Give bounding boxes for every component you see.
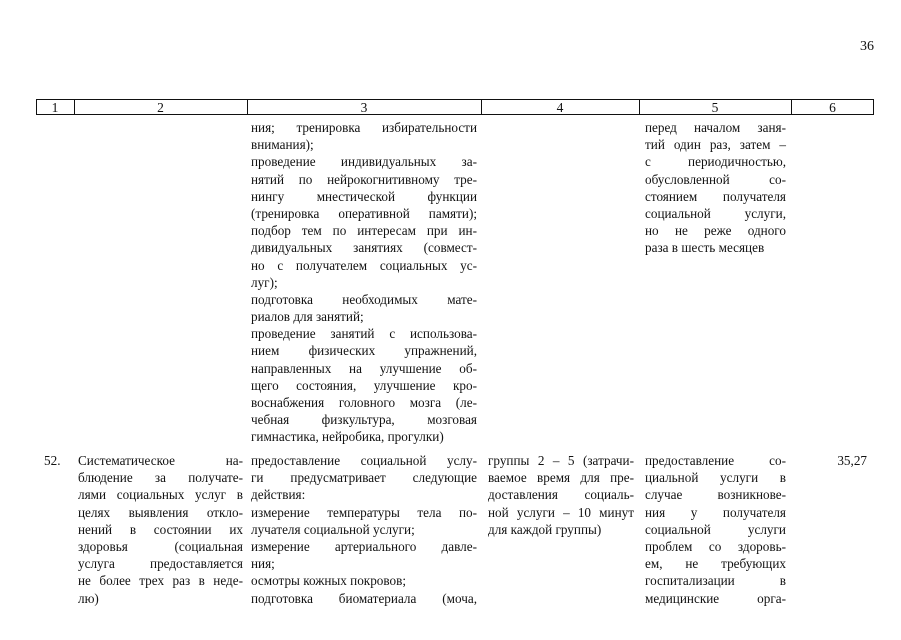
text-line: нингу мнестической функции bbox=[251, 188, 477, 204]
text-line: ги предусматривает следующие bbox=[251, 470, 477, 486]
text-line: стоянием получателя bbox=[645, 188, 786, 204]
text-line: раза в шесть месяцев bbox=[645, 240, 765, 256]
text-line: ния; тренировка избирательности bbox=[251, 120, 477, 135]
table-divider bbox=[873, 99, 874, 115]
text-line: социальной услуги bbox=[645, 521, 786, 537]
header-cell-4: 4 bbox=[481, 99, 639, 115]
text-line: нений в состоянии их bbox=[78, 521, 243, 537]
text-line: воснабжения головного мозга (ле- bbox=[251, 395, 477, 410]
page-number: 36 bbox=[860, 39, 874, 54]
header-cell-6: 6 bbox=[791, 99, 874, 115]
text-line: циальной услуги в bbox=[645, 470, 786, 486]
text-line: лучателя социальной услуги; bbox=[251, 521, 415, 537]
header-cell-1: 1 bbox=[36, 99, 74, 115]
text-line: доставления социаль- bbox=[488, 487, 634, 503]
text-line: госпитализации в bbox=[645, 573, 786, 589]
text-line: ной услуги – 10 минут bbox=[488, 504, 634, 520]
text-line: луг); bbox=[251, 274, 278, 290]
text-line: перед началом заня- bbox=[645, 120, 786, 135]
text-line: предоставление социальной услу- bbox=[251, 453, 477, 468]
table-divider bbox=[74, 99, 75, 115]
text-line: ем, не требующих bbox=[645, 556, 786, 572]
service-description bbox=[251, 452, 477, 607]
service-tariff: 35,27 bbox=[837, 453, 867, 468]
service-name bbox=[78, 452, 243, 607]
continuation-col5 bbox=[645, 119, 786, 257]
text-line: но не реже одного bbox=[645, 223, 786, 239]
text-line: риалов для занятий; bbox=[251, 309, 364, 325]
text-line: медицинские орга- bbox=[645, 590, 786, 606]
text-line: измерение температуры тела по- bbox=[251, 504, 477, 520]
header-cell-3: 3 bbox=[247, 99, 481, 115]
text-line: с периодичностью, bbox=[645, 154, 786, 170]
service-periodicity bbox=[645, 452, 786, 607]
text-line: случае возникнове- bbox=[645, 487, 786, 503]
text-line: подготовка биоматериала (моча, bbox=[251, 590, 477, 606]
text-line: нием физических упражнений, bbox=[251, 343, 477, 359]
row-number: 52. bbox=[44, 453, 61, 468]
text-line: лю) bbox=[78, 590, 99, 606]
text-line: предоставление со- bbox=[645, 453, 786, 468]
service-time-groups bbox=[488, 452, 634, 538]
text-line: действия: bbox=[251, 487, 306, 503]
text-line: чебная физкультура, мозговая bbox=[251, 412, 477, 428]
text-line: щего состояния, улучшение кро- bbox=[251, 377, 477, 393]
text-line: но с получателем социальных ус- bbox=[251, 257, 477, 273]
text-line: здоровья (социальная bbox=[78, 538, 243, 554]
text-line: обусловленной со- bbox=[645, 171, 786, 187]
text-line: для каждой группы) bbox=[488, 521, 602, 537]
text-line: не более трех раз в неде- bbox=[78, 573, 243, 589]
text-line: ния; bbox=[251, 556, 275, 572]
text-line: (тренировка оперативной памяти); bbox=[251, 205, 477, 221]
text-line: подбор тем по интересам при ин- bbox=[251, 223, 477, 239]
text-line: проведение индивидуальных за- bbox=[251, 154, 477, 170]
text-line: целях выявления откло- bbox=[78, 504, 243, 520]
text-line: дивидуальных занятиях (совмест- bbox=[251, 240, 477, 256]
text-line: Систематическое на- bbox=[78, 453, 243, 468]
text-line: ния у получателя bbox=[645, 504, 786, 520]
text-line: внимания); bbox=[251, 137, 314, 153]
header-cell-5: 5 bbox=[639, 99, 791, 115]
text-line: направленных на улучшение об- bbox=[251, 360, 477, 376]
table-divider bbox=[36, 99, 37, 115]
text-line: нятий по нейрокогнитивному тре- bbox=[251, 171, 477, 187]
text-line: проблем со здоровь- bbox=[645, 538, 786, 554]
table-divider bbox=[481, 99, 482, 115]
table-divider bbox=[247, 99, 248, 115]
table-divider bbox=[639, 99, 640, 115]
table-divider bbox=[791, 99, 792, 115]
text-line: группы 2 – 5 (затрачи- bbox=[488, 453, 634, 468]
text-line: гимнастика, нейробика, прогулки) bbox=[251, 429, 444, 445]
text-line: подготовка необходимых мате- bbox=[251, 291, 477, 307]
text-line: осмотры кожных покровов; bbox=[251, 573, 407, 589]
text-line: тий один раз, затем – bbox=[645, 137, 786, 153]
text-line: услуга предоставляется bbox=[78, 556, 243, 572]
header-cell-2: 2 bbox=[74, 99, 247, 115]
text-line: социальной услуги, bbox=[645, 205, 786, 221]
text-line: лями социальных услуг в bbox=[78, 487, 243, 503]
text-line: проведение занятий с использова- bbox=[251, 326, 477, 342]
continuation-col3 bbox=[251, 119, 477, 446]
text-line: ваемое время для пре- bbox=[488, 470, 634, 486]
text-line: блюдение за получате- bbox=[78, 470, 243, 486]
text-line: измерение артериального давле- bbox=[251, 538, 477, 554]
